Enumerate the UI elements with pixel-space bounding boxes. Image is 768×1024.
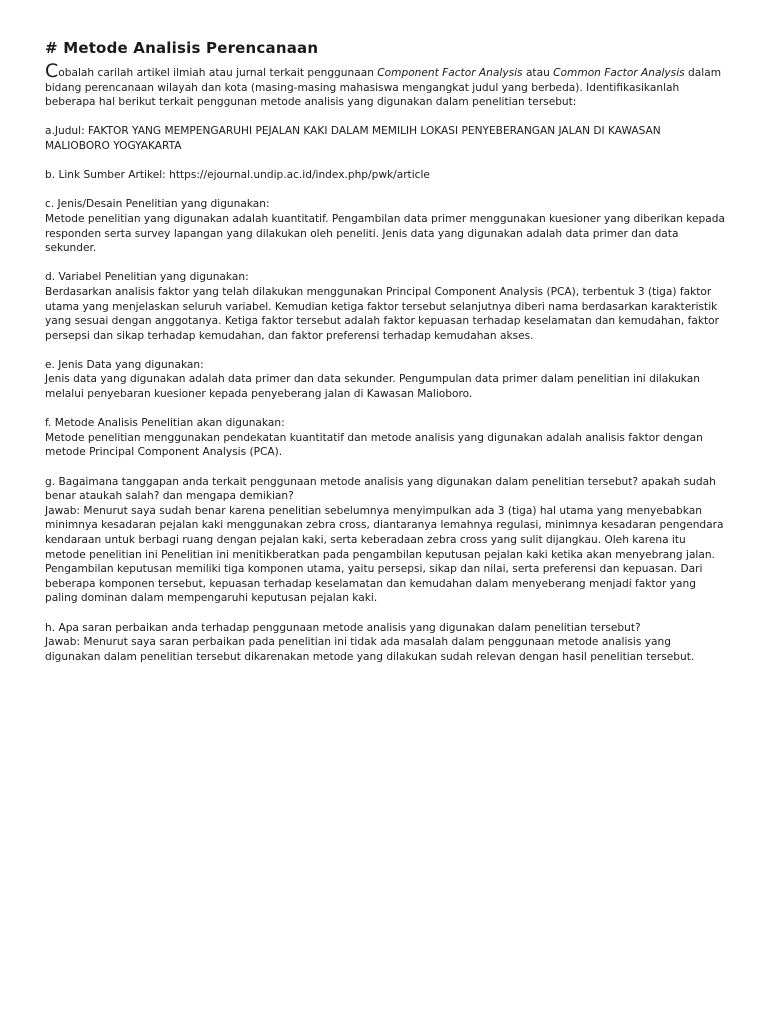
section-g (45, 475, 728, 606)
section-h (45, 621, 728, 665)
intro-italic-1: Component Factor Analysis (377, 67, 523, 79)
intro-italic-2: Common Factor Analysis (553, 67, 685, 79)
section-f-body: Metode penelitian menggunakan pendekatan kuantitatif dan metode analisis yang digunakan adalah analisis faktor dengan metode Principal Component Analysis (PCA). (45, 431, 703, 459)
section-c-body: Metode penelitian yang digunakan adalah kuantitatif. Pengambilan data primer menggunakan kuesioner yang diberikan kepada responden serta survey lapangan yang dilakukan oleh peneliti. Jenis data yang digunakan adalah data primer dan data sekunder. (45, 212, 725, 255)
section-a (45, 124, 728, 153)
intro-text-3: dalam bidang perencanaan wilayah dan kota (masing-masing mahasiswa mengangkat judul yang berbeda). Identifikasikanlah beberapa hal berikut terkait penggunan metode analisis yang digunakan dalam penelitian tersebut: (45, 67, 722, 109)
intro-text-1: obalah carilah artikel ilmiah atau jurnal terkait penggunaan (58, 67, 378, 79)
section-e-body: Jenis data yang digunakan adalah data primer dan data sekunder. Pengumpulan data primer dalam penelitian ini dilakukan melalui penyebaran kuesioner kepada penyeberang jalan di Kawasan Malioboro. (45, 373, 700, 401)
section-b-heading: b. Link Sumber Artikel: https://ejournal.undip.ac.id/index.php/pwk/article (45, 169, 430, 182)
page-title: # Metode Analisis Perencanaan (45, 39, 319, 57)
section-g-body: Jawab: Menurut saya sudah benar karena penelitian sebelumnya menyimpulkan ada 3 (tiga) hal utama yang menyebabkan minimnya kesadaran pejalan kaki menggunakan zebra cross, diantaranya lemahnya regulasi, minimnya kesadaran pengendara kendaraan untuk berbagi ruang dengan pejalan kaki, serta keberadaan zebra cross yang sulit dijangkau. Oleh karena itu metode penelitian ini Penelitian ini menitikberatkan pada pengambilan keputusan pejalan kaki ketika akan menyebrang jalan. Pengambilan keputusan memiliki tiga komponen utama, yaitu persepsi, sikap dan nilai, serta preferensi dan kepuasan. Dari beberapa komponen tersebut, kepuasan terhadap keselamatan dan kemudahan dalam menyeberang menjadi faktor yang paling dominan dalam mempengaruhi keputusan pejalan kaki. (45, 504, 724, 605)
section-g-heading: g. Bagaimana tanggapan anda terkait penggunaan metode analisis yang digunakan dalam penelitian tersebut? apakah sudah benar ataukah salah? dan mengapa demikian? (45, 475, 716, 503)
section-c-heading: c. Jenis/Desain Penelitian yang digunakan: (45, 198, 270, 211)
section-c (45, 197, 728, 255)
section-d (45, 270, 728, 343)
section-f (45, 416, 728, 460)
section-f-heading: f. Metode Analisis Penelitian akan digunakan: (45, 417, 285, 430)
section-h-body: Jawab: Menurut saya saran perbaikan pada penelitian ini tidak ada masalah dalam penggunaan metode analisis yang digunakan dalam penelitian tersebut dikarenakan metode yang dilakukan sudah relevan dengan hasil penelitian tersebut. (45, 636, 695, 663)
intro-text-2: atau (522, 67, 554, 79)
intro-paragraph (45, 60, 728, 110)
section-e (45, 358, 728, 402)
section-d-heading: d. Variabel Penelitian yang digunakan: (45, 271, 249, 284)
section-a-heading: a.Judul: FAKTOR YANG MEMPENGARUHI PEJALAN KAKI DALAM MEMILIH LOKASI PENYEBERANGAN JALAN DI KAWASAN MALIOBORO YOGYAKARTA (45, 125, 661, 152)
section-h-heading: h. Apa saran perbaikan anda terhadap penggunaan metode analisis yang digunakan dalam penelitian tersebut? (45, 621, 641, 634)
intro-dropcap: C (45, 60, 59, 82)
section-d-body: Berdasarkan analisis faktor yang telah dilakukan menggunakan Principal Component Analysis (PCA), terbentuk 3 (tiga) faktor utama yang menjelaskan seluruh variabel. Kemudian ketiga faktor tersebut selanjutnya diberi nama berdasarkan karakteristik yang sesuai dengan anggotanya. Ketiga faktor tersebut adalah faktor kepuasan terhadap keselamatan dan kemudahan, faktor persepsi dan sikap terhadap kemudahan, dan faktor preferensi terhadap kemudahan akses. (45, 285, 719, 342)
section-e-heading: e. Jenis Data yang digunakan: (45, 358, 204, 371)
section-b (45, 168, 728, 183)
